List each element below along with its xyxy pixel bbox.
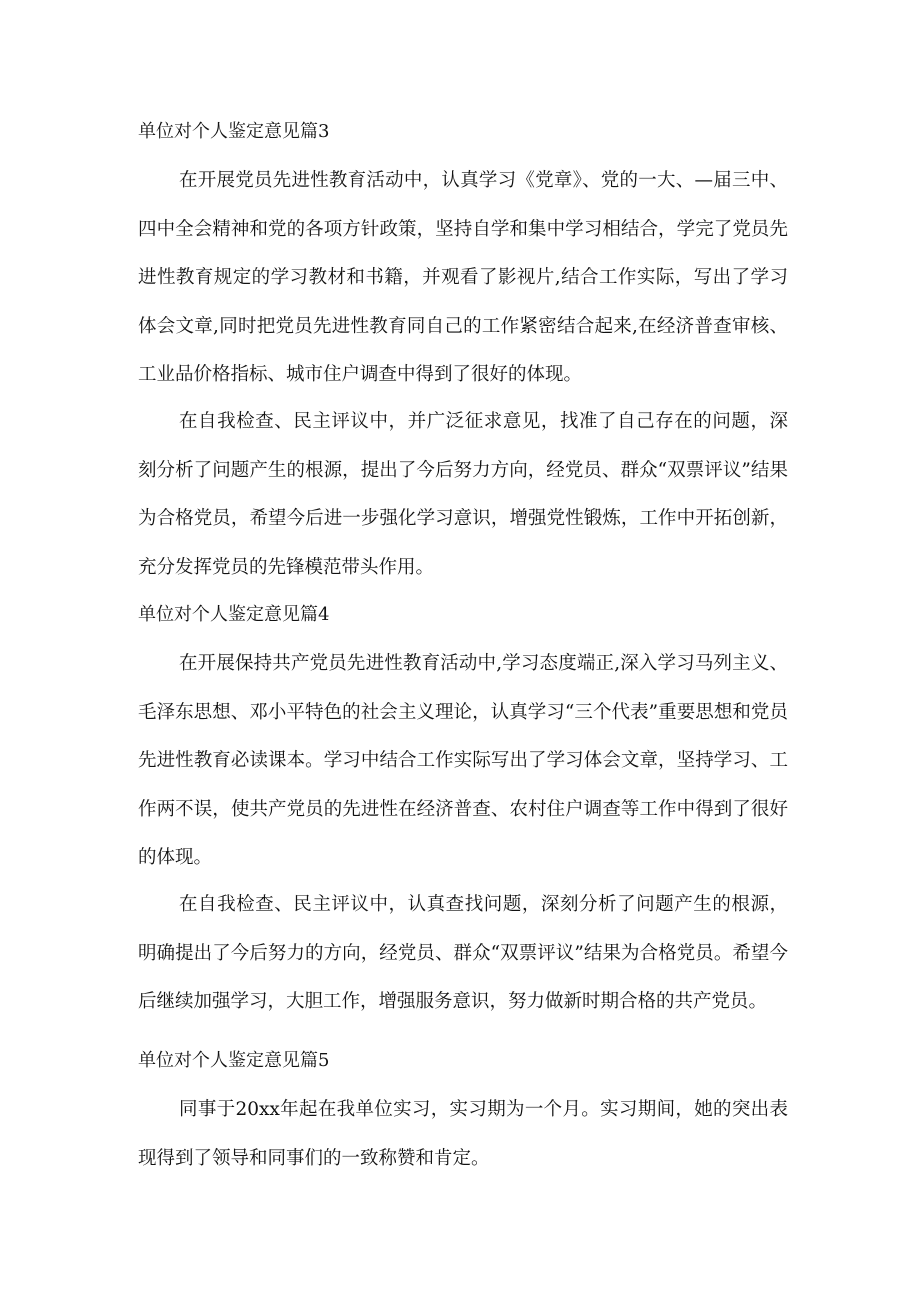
paragraph: 在开展党员先进性教育活动中，认真学习《党章》、党的一大、—届三中、四中全会精神和党的各项方针政策，坚持自学和集中学习相结合，学完了党员先进性教育规定的学习教材和书籍，并观看了影视片,结合工作实际，写出了学习体会文章,同时把党员先进性教育同自己的工作紧密结合起来,在经济普查审核、工业品价格指标、城市住户调查中得到了很好的体现。 [138, 170, 788, 386]
section-title: 单位对个人鉴定意见篇5 [138, 1050, 330, 1071]
section-title: 单位对个人鉴定意见篇4 [138, 604, 330, 625]
paragraph: 在开展保持共产党员先进性教育活动中,学习态度端正,深入学习马列主义、毛泽东思想、邓小平特色的社会主义理论，认真学习“三个代表”重要思想和党员先进性教育必读课本。学习中结合工作实际写出了学习体会文章，坚持学习、工作两不误，使共产党员的先进性在经济普查、农村住户调查等工作中得到了很好的体现。 [138, 653, 788, 869]
paragraph: 在自我检查、民主评议中，并广泛征求意见，找准了自己存在的问题，深刻分析了问题产生的根源，提出了今后努力方向，经党员、群众“双票评议”结果为合格党员，希望今后进一步强化学习意识，增强党性锻炼，工作中开拓创新，充分发挥党员的先锋模范带头作用。 [138, 411, 788, 578]
section-title: 单位对个人鉴定意见篇3 [138, 121, 330, 142]
paragraph: 同事于20xx年起在我单位实习，实习期为一个月。实习期间，她的突出表现得到了领导和同事们的一致称赞和肯定。 [138, 1099, 788, 1169]
paragraph: 在自我检查、民主评议中，认真查找问题，深刻分析了问题产生的根源，明确提出了今后努力的方向，经党员、群众“双票评议”结果为合格党员。希望今后继续加强学习，大胆工作，增强服务意识，努力做新时期合格的共产党员。 [138, 894, 788, 1013]
